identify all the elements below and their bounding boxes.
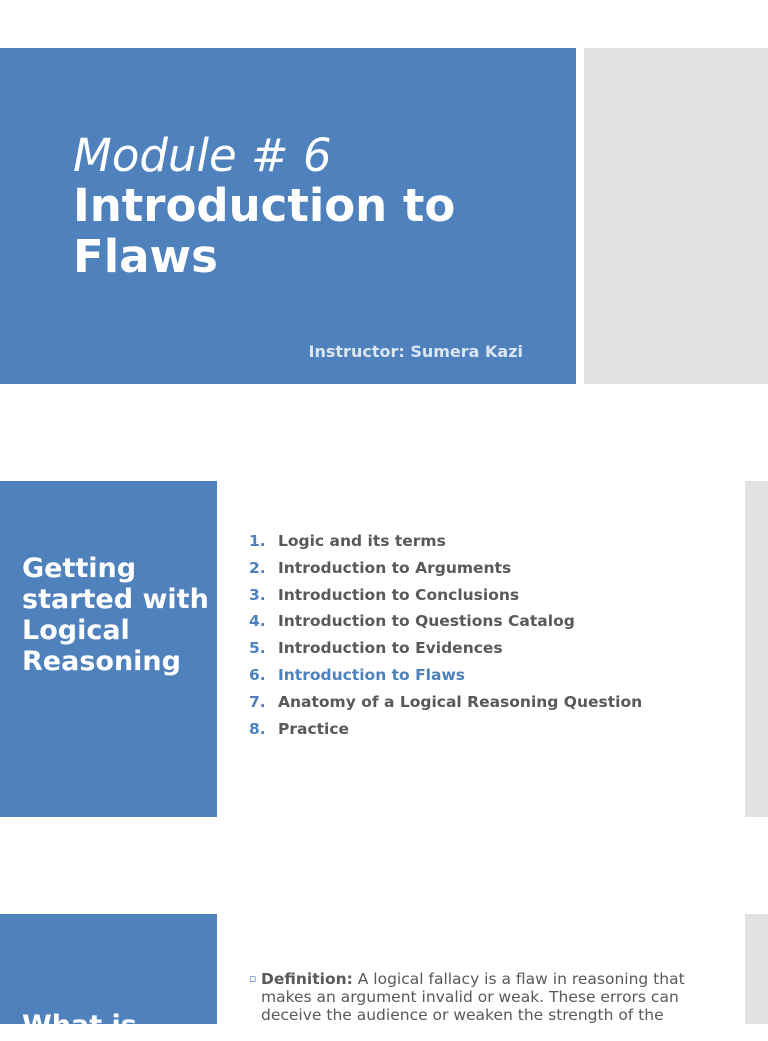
agenda-item-number: 5. <box>249 639 266 658</box>
agenda-item <box>249 608 642 635</box>
instructor-name: Instructor: Sumera Kazi <box>308 342 523 361</box>
agenda-item <box>249 689 642 716</box>
agenda-item-label: Introduction to Arguments <box>278 558 512 577</box>
agenda-item-number: 1. <box>249 532 266 550</box>
agenda-item <box>249 555 642 582</box>
agenda-item <box>249 635 642 662</box>
definition-slide-panel <box>0 914 217 1024</box>
title-slide-side-panel <box>584 48 768 384</box>
agenda-item-label: Introduction to Evidences <box>278 639 503 658</box>
agenda-item-number: 4. <box>249 612 266 631</box>
definition-slide-side-panel <box>745 914 768 1024</box>
agenda-item-label: Introduction to Flaws <box>278 665 465 684</box>
agenda-item <box>249 528 642 555</box>
definition-slide-title: What is <box>22 1010 137 1041</box>
agenda-item-label: Practice <box>278 719 350 738</box>
square-bullet-icon: ▫ <box>249 972 257 985</box>
agenda-item-current <box>249 662 642 689</box>
agenda-item-number: 7. <box>249 692 266 711</box>
definition-text: A logical fallacy is a flaw in reasoning that makes an argument invalid or weak. These errors can deceive the audience or weaken the strength of the <box>261 970 685 1024</box>
section-title: Getting started with Logical Reasoning <box>22 553 209 677</box>
definition-paragraph <box>249 970 719 1024</box>
agenda-item-label: Anatomy of a Logical Reasoning Question <box>278 692 643 711</box>
agenda-item <box>249 716 642 743</box>
agenda-item-label: Introduction to Conclusions <box>278 585 520 604</box>
agenda-item-label: Logic and its terms <box>278 532 446 550</box>
agenda-slide-side-panel <box>745 481 768 817</box>
agenda-item-number: 2. <box>249 558 266 577</box>
agenda-item <box>249 582 642 609</box>
definition-label: Definition: <box>261 970 353 988</box>
agenda-list <box>249 528 642 742</box>
slide-title: Introduction to Flaws <box>73 179 456 283</box>
agenda-item-number: 8. <box>249 719 266 738</box>
agenda-item-number: 3. <box>249 585 266 604</box>
agenda-item-label: Introduction to Questions Catalog <box>278 612 575 631</box>
module-number: Module # 6 <box>73 129 332 182</box>
agenda-item-number: 6. <box>249 665 266 684</box>
